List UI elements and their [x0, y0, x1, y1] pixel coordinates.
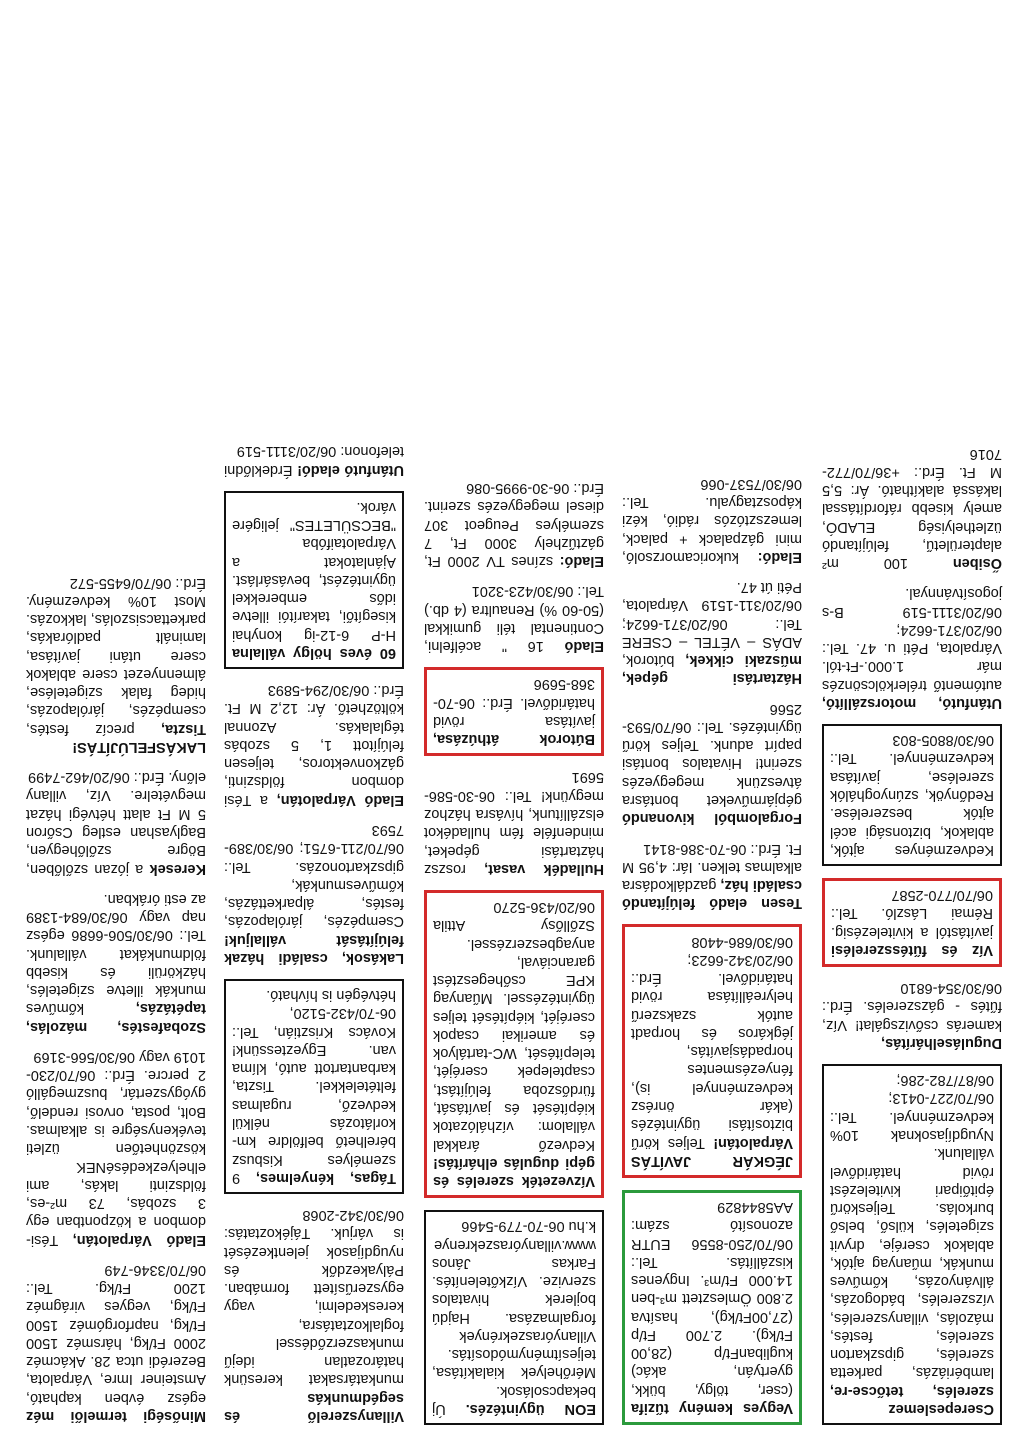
ad-flat-center: Eladó Várpalotán, Tési-dombon a központban egy 3 szobás, 73 m²-es, földszinti lakás, ami elhelyezkedéséNEK köszönhetően üzleti tevékenységre is alkalmas. Bolt, posta, orvosi rendelő, gyógyszertár, buszmegálló 2 percre. Érd.: 06/70/230-1019 vagy 06/30/566-3169	[26, 1048, 206, 1248]
ad-doors-windows: Kedvezményes ajtók, ablakok, biztonsági acél ajtók beszerelése. Redőnyök, szúnyoghálók szerelése, javítása kedvezménnyel. Tel.: 06/30/8805-803	[822, 724, 1002, 866]
ad-minibus: Tágas, kényelmes, 9 személyes Kisbusz bérelhető belföldre km-korlátozás nélkül kedvező, rugalmas feltételekkel. Tiszta, karbantartott autó, klíma van. Egyeztessünk! Kovács Krisztián, Tel.: 06-70/432-5120, hétvégén is hívható.	[224, 979, 404, 1194]
ad-eon-service: EON ügyintézés. Új bekapcsolások. Mérőhelyek kialakítása, teljesítménymódosítás. Villanyóraszekrények forgalmazása. Hajdú bojlerek hivatalos szervize. Vízkőtelenítés. Farkas János www.villanyóraszekrenyek.hu 06-70-779-5466	[424, 1210, 604, 1425]
ad-tv-peugeot: Eladó: színes TV 2000 Ft, gáztűzhely 3000 Ft, 7 személyes Peugeot 307 diesel megegyezés szerint. Érd.: 06-30-9995-086	[424, 480, 604, 570]
ad-flat-renovation: LAKÁSFELÚJÍTÁS! Tiszta, precíz festés, csempézés, járólapozás, hideg falak szigetelése, álmennyezet csere ablakok csere utáni javítása, laminált padlórakás, parkettacsiszolás, lakkozás. Most 10% kedvezmény. Érd.: 06/70/6455-572	[26, 574, 206, 755]
column-1	[822, 432, 1002, 1425]
ad-corn-sheller: Eladó: kukoricamorzsoló, mini gázpalack + palack, lemezsztózós rádió, kézi káposztagyalu. Tel.: 06/30/7537-066	[622, 475, 802, 565]
ad-flat-tesi: Eladó Várpalotán, a Tési dombon földszinti, gázkonvektoros, teljesen felújított 1, 5 szobás téglalakás. Azonnal költözhető. Ár: 12,2 M Ft. Érd.: 06/30/294-5893	[224, 682, 404, 808]
ad-weekend-house: Keresek a józan szőlőben, Bögre szőlőhegyen, Baglyashan estleg Csőron 5 M Ft alatt hétvégi házat megvételre. Víz, villany előny. Érd.: 06/20/462-7499	[26, 769, 206, 877]
ad-drain-unclogging: Duguláselhárítás, kamerás csővizsgálat! Víz, fűtés - gázszerelés. Érd.: 06/30/354-6810	[822, 980, 1002, 1051]
ad-plumbing-heating: Víz és fűtésszerelési javítástól a kivitelezésig. Rémai László. Tel.: 06/70/770-2587	[822, 878, 1002, 967]
ad-trailer-sale: Utánfutó eladó! Érdeklődni telefonon: 06/20/3111-519	[224, 443, 404, 478]
ad-painting: Szobafestés, mázolás, tapétázás, kőműves munkák illetve szigetelés, házkörüli és kisebb földmunkákat vállalunk. Tel.: 06/30/506-6686 egész nap vagy 06/30/684-1389 az esti órákban.	[26, 890, 206, 1035]
ad-honey: Minőségi termelői méz egész évben kapható, Amsteiner Imre, Várpalota, Bezerédi utca 28. Akácméz 2000 Ft/kg, hársméz 1500 Ft/kg, naprforgóméz 1500 Ft/kg, vegyes virágméz 1200 Ft/kg. Tel.: 06/70/3346-749	[26, 1261, 206, 1424]
ad-scrap-iron: Hulladék vasat, roszsz háztartási gépeket, mindenféle fém hulladékot elszállítunk, hívásra házhoz megyünk! Tel.: 06-30-586-5691	[424, 769, 604, 877]
ad-shop-sale: Ősiben 100 m² alapterületű, felújítandó üzlethelyiség ELADÓ, amely kisebb ráfordítással lakássá alakítható. Ár: 5,5 M Ft. Érd.: +36/70/772-7016	[822, 445, 1002, 572]
ad-plumbing-szollosy: Vízvezeték szerelés és gépi dugulás elhárítás! Kedvező árakkal vállalom: vízhálózatok kiépítését és javítását, fürdőszoba felújítást, csaptelepek cseréjét, telepítését, WC-tartályok és amerikai csapok cseréjét, kiépítését teljes ügyintézéssel. Műanyag KPE csőhegesztést garanciával, anyagbeszerzéssel. Szőllősy Attila 06/20/436-5270	[424, 890, 604, 1198]
ad-appliances: Háztartási gépek, műszaki cikkek, bútorok, ADÁS – VÉTEL – CSERE Tel.: 06/20/371-6624; 06/20/311-1519 Várpalota, Péti út 47.	[622, 579, 802, 687]
ad-electrician-jobs: Villanyszerelő és segédmunkás munkatársakat keresünk határozatlan idejű munkaszerződéssel foglalkoztatásra, kereskedelmi, vagy egyszerűsített formában. Pályakezdők és nyugdíjasok jelentkezését is várjuk. Tájékoztatás: 06/30/342-2068	[224, 1207, 404, 1424]
ad-roofing: Cserepeslemez szerelés, tetőcse-re, lambériázás, parketta szerelés, gipszkarton szerelés, festés, mázolás, villanyszerelés, vízszerelés, bádogozás, állványozás, kőműves munkák, műanyag ajtók, ablakok cseréje, dryvit szigetelés, külső, belső burkolás. Teljeskörű épitőipari kivitelezést rövid határidővel vállalunk. Nyugdíjasoknak 10% kedvezménnyel. Tel.: 06/70/227-0413; 06/87/782-286;	[822, 1064, 1002, 1425]
ad-upholstery: Bútorok áthúzása, javítása rövid határidővel. Érd.: 06-70-368-5696	[424, 667, 604, 756]
ad-hail-repair: JÉGKÁR JAVÍTÁS Várpalotán! Teljes körű biztosítási ügyintézés (akár önrész kedvezménnyel is), fényezésmentes horpadásjavítás, jégkáros és horpadt autók szakszerű helyreállítása rövid határidővel. Érd.: 06/20/342-6623; 06/30/686-4408	[622, 924, 802, 1177]
ad-car-scrap: Forgalomból kivonandó gépjárműveket bontásra átveszünk megegyezés szerint! Hivatalos bontási papírt adunk. Teljes körű ügyintézés. Tel.: 06/70/593-2566	[622, 700, 802, 827]
column-2	[622, 463, 802, 1425]
ad-renovation: Lakások, családi házak felújítását vállaljuk! Csempézés, járólapozás, festés, álparkettázás, kőművesmunkák, gipszkartonozás. Tel.: 06/70/211-6751; 06/30/389-7593	[224, 822, 404, 966]
ad-firewood: Vegyes kemény tűzifa (cser, tölgy, bükk, gyertyán, akác) kuglibanFt/p (28,00 Ft/kg). 2.700 Ft/p (27,00Ft/kg), hasítva 2.800 Ömlesztett m³-ben 14.000 Ft/m³. Ingyenes kiszállítás. Tel.: 06/70/250-8556 EUTR azonosító szám: AA5844829	[622, 1190, 802, 1425]
column-4	[224, 430, 404, 1425]
column-3	[424, 467, 604, 1425]
column-5	[26, 561, 206, 1425]
ad-trailer-rental: Utánfutó, motorszállító, autómentő trélerkölcsönzés már 1.000.-Ft-tól. Várpalota, Péti u. 47. Tel.: 06/20/371-6624; 06/20/3111-519 B-s jogosítvánnyal.	[822, 585, 1002, 711]
ad-helper-lady: 60 éves hölgy vállalna H-P 6-12-ig konyhai kisegítői, takarítói illetve idős emberekkel ügyintézést, bevásárlást. Ajánlatokat a Várpalotaifóba "BECSÜLETES" jeligére várok.	[224, 491, 404, 669]
ad-house-tes: Tesen eladó felújítandó családi ház, gazdálkodásra alkalmas telken. Iár: 4,95 M Ft. Érd.: 06-70-386-8141	[622, 840, 802, 912]
ad-rims: Eladó 16 " acélfelni, Continental téli gumikkal (50-60 %) Renaultra (4 db.) Tel.: 06/30/423-3201	[424, 583, 604, 655]
